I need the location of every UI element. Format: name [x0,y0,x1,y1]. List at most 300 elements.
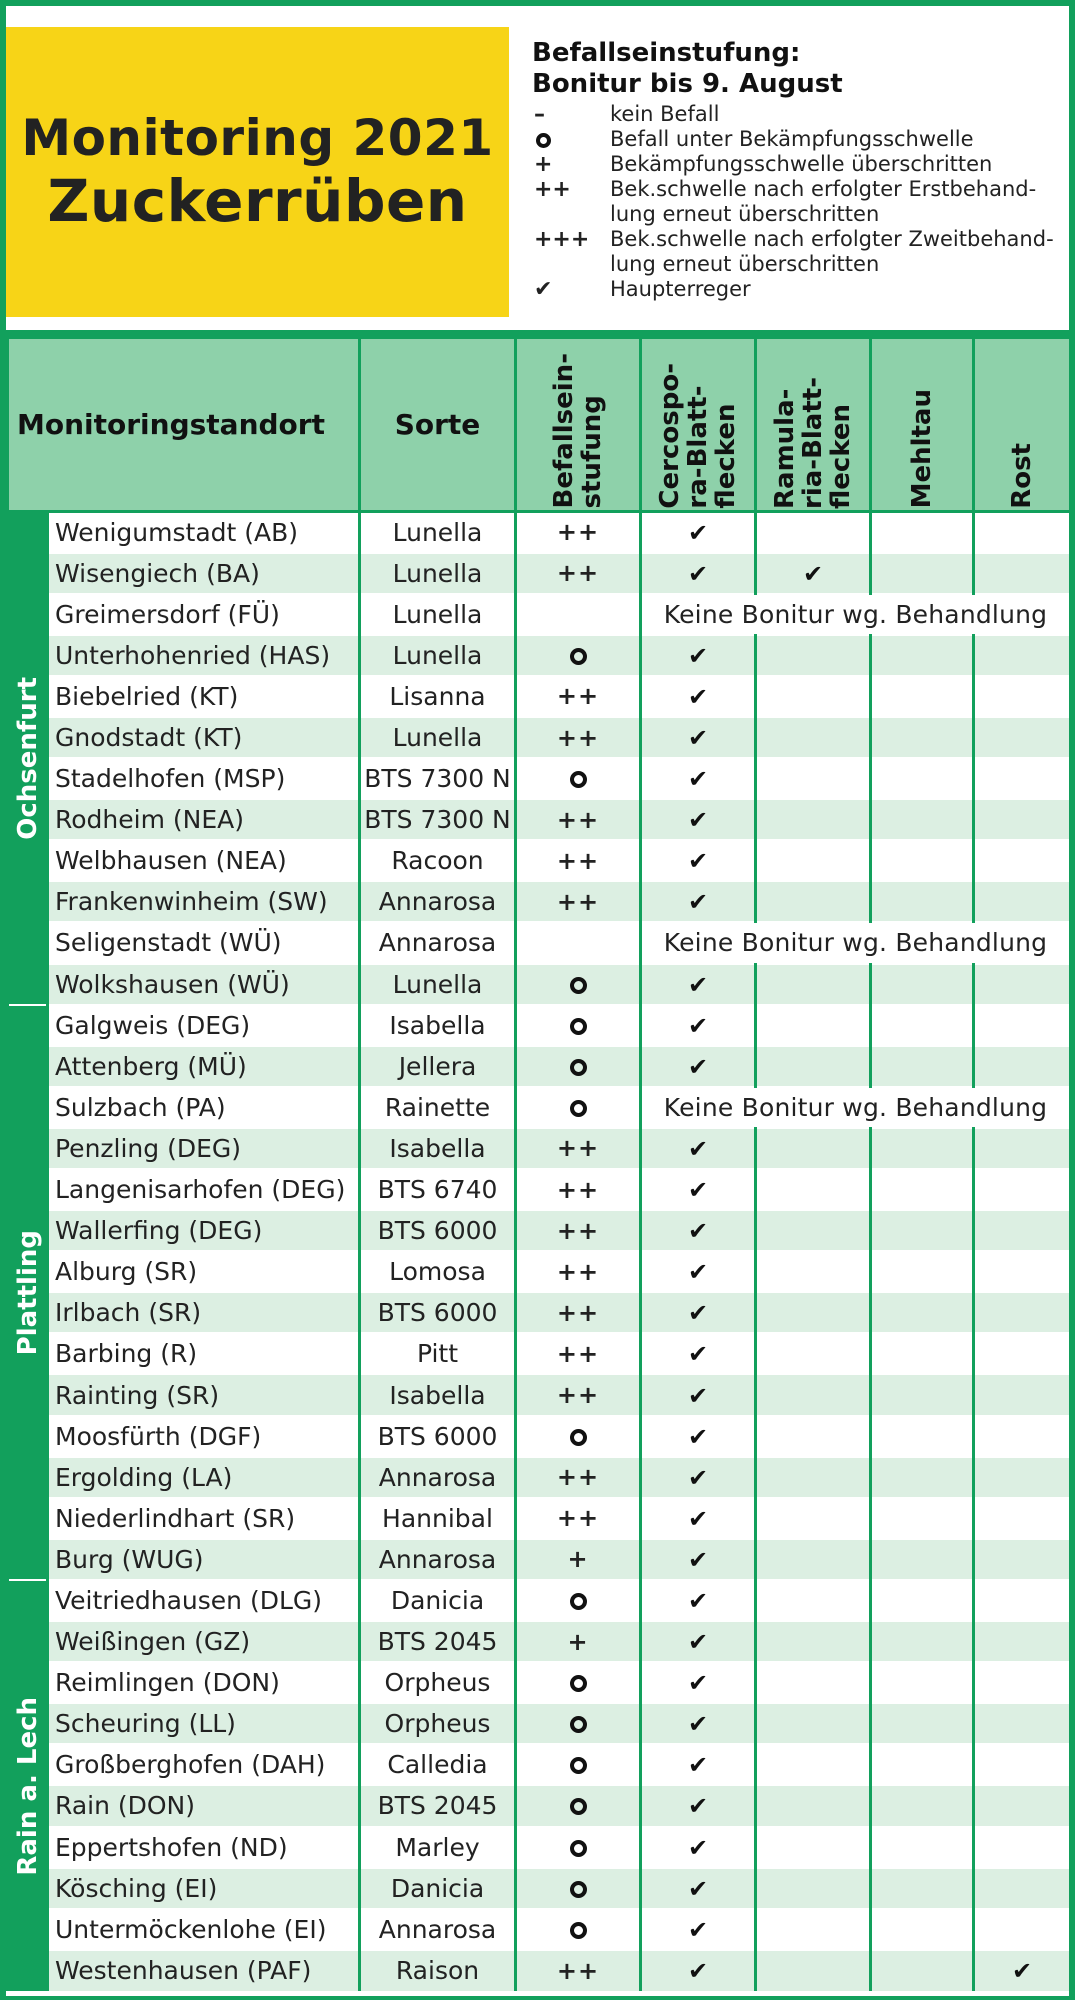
mehltau-cell [871,1210,974,1251]
table-row [8,1333,1071,1374]
site-cell: Langenisarhofen (DEG) [48,1169,360,1210]
header-cercospora-label: Cercospo- ra-Blatt- flecken [655,362,741,509]
table-row [8,1950,1071,1991]
rost-cell [974,1374,1071,1415]
infestation-cell [516,964,641,1005]
site-cell: Stadelhofen (MSP) [48,758,360,799]
infestation-cell: ++ [516,676,641,717]
cercospora-cell [641,1128,756,1169]
check-icon [688,566,708,582]
region-inner [9,513,46,1004]
table-row [8,1292,1071,1333]
mehltau-cell [871,1827,974,1868]
check-icon [688,1634,708,1650]
variety-cell: BTS 6000 [360,1210,516,1251]
region-cell [8,1005,48,1580]
site-cell: Rain (DON) [48,1785,360,1826]
table-row [8,881,1071,922]
infestation-cell: + [516,1621,641,1662]
circle-icon [570,1798,587,1815]
site-cell: Seligenstadt (WÜ) [48,922,360,963]
no-rating-note: Keine Bonitur wg. Behandlung [641,1087,1071,1128]
variety-cell: Calledia [360,1744,516,1785]
infestation-cell [516,1662,641,1703]
check-icon [688,1470,708,1486]
circle-icon [570,1881,587,1898]
infestation-cell [516,1785,641,1826]
check-icon [688,1141,708,1157]
legend-label: Haupterreger [610,277,751,301]
cercospora-cell [641,1539,756,1580]
infestation-cell: + [516,1539,641,1580]
table-row [8,1662,1071,1703]
site-cell: Wolkshausen (WÜ) [48,964,360,1005]
variety-cell: Jellera [360,1046,516,1087]
rost-cell [974,1580,1071,1621]
variety-cell: Lomosa [360,1251,516,1292]
cercospora-cell [641,1169,756,1210]
site-cell: Eppertshofen (ND) [48,1827,360,1868]
site-cell: Greimersdorf (FÜ) [48,594,360,635]
ramularia-cell [756,1005,871,1046]
check-icon [688,1305,708,1321]
infestation-cell: ++ [516,1169,641,1210]
table-row [8,1827,1071,1868]
site-cell: Biebelried (KT) [48,676,360,717]
no-rating-note: Keine Bonitur wg. Behandlung [641,922,1071,963]
check-icon [688,1264,708,1280]
cercospora-cell [641,964,756,1005]
mehltau-cell [871,1909,974,1950]
circle-icon [570,1018,587,1035]
infestation-cell: ++ [516,799,641,840]
infestation-cell: ++ [516,553,641,594]
circle-icon [536,133,551,148]
infestation-cell [516,1087,641,1128]
ramularia-cell [756,1785,871,1826]
table-row [8,1210,1071,1251]
variety-cell: Annarosa [360,1539,516,1580]
infestation-cell [516,1580,641,1621]
cercospora-cell [641,512,756,553]
cercospora-cell [641,1785,756,1826]
ramularia-cell [756,1827,871,1868]
rost-cell [974,881,1071,922]
variety-cell: Lunella [360,594,516,635]
legend-symbol: ++ [534,177,571,202]
cercospora-cell [641,1046,756,1087]
check-icon [688,1593,708,1609]
region-cell [8,1580,48,1991]
table-row [8,1785,1071,1826]
region-label: Rain a. Lech [12,1696,43,1876]
cercospora-cell [641,553,756,594]
infestation-cell: ++ [516,1210,641,1251]
infestation-cell: ++ [516,881,641,922]
cercospora-cell [641,635,756,676]
variety-cell: BTS 6000 [360,1292,516,1333]
title-line-2: Zuckerrüben [47,166,468,235]
table-row [8,717,1071,758]
mehltau-cell [871,1703,974,1744]
table-row [8,840,1071,881]
mehltau-cell [871,1128,974,1169]
rost-cell [974,1251,1071,1292]
rost-cell [974,717,1071,758]
mehltau-cell [871,1868,974,1909]
variety-cell: Annarosa [360,881,516,922]
site-cell: Galgweis (DEG) [48,1005,360,1046]
ramularia-cell [756,1169,871,1210]
table-row [8,1457,1071,1498]
table-row [8,553,1071,594]
mehltau-cell [871,1539,974,1580]
mehltau-cell [871,676,974,717]
ramularia-cell [756,1909,871,1950]
infestation-cell: ++ [516,1374,641,1415]
check-icon [688,894,708,910]
ramularia-cell [756,964,871,1005]
mehltau-cell [871,1580,974,1621]
legend-item [532,127,1054,152]
cercospora-cell [641,1703,756,1744]
rost-cell [974,1046,1071,1087]
site-cell: Sulzbach (PA) [48,1087,360,1128]
check-icon [688,1059,708,1075]
mehltau-cell [871,1333,974,1374]
rost-cell [974,799,1071,840]
title-box [6,27,509,317]
legend-symbol: ✔ [534,277,553,302]
mehltau-cell [871,1457,974,1498]
infestation-cell [516,594,641,635]
check-icon [688,1552,708,1568]
rost-cell [974,1457,1071,1498]
circle-icon [570,648,587,665]
ramularia-cell [756,676,871,717]
table-row [8,1539,1071,1580]
legend-symbol: +++ [534,227,590,252]
site-cell: Scheuring (LL) [48,1703,360,1744]
table-row [8,964,1071,1005]
mehltau-cell [871,758,974,799]
site-cell: Untermöckenlohe (EI) [48,1909,360,1950]
rost-cell [974,1703,1071,1744]
legend-item [532,152,1054,177]
site-cell: Unterhohenried (HAS) [48,635,360,676]
mehltau-cell [871,1950,974,1991]
region-label: Plattling [12,1229,43,1355]
check-icon [688,812,708,828]
rost-cell [974,1539,1071,1580]
legend-symbol: + [534,152,553,177]
ramularia-cell [756,1580,871,1621]
site-cell: Großberghofen (DAH) [48,1744,360,1785]
ramularia-cell [756,1621,871,1662]
table-row [8,1005,1071,1046]
variety-cell: Orpheus [360,1662,516,1703]
ramularia-cell [756,1868,871,1909]
check-icon [688,648,708,664]
variety-cell: BTS 7300 N [360,799,516,840]
legend-label: Bek.schwelle nach erfolgter Erstbehand- lung erneut überschritten [610,177,1037,226]
title-line-1: Monitoring 2021 [21,108,494,167]
site-cell: Wallerfing (DEG) [48,1210,360,1251]
rost-cell [974,1744,1071,1785]
table-row [8,1868,1071,1909]
variety-cell: Lunella [360,635,516,676]
check-icon [688,1675,708,1691]
ramularia-cell [756,758,871,799]
header-rost-label: Rost [1007,442,1037,509]
rost-cell [974,512,1071,553]
ramularia-cell [756,717,871,758]
rost-cell [974,1827,1071,1868]
rost-cell [974,964,1071,1005]
check-icon [688,1757,708,1773]
rost-cell [974,1128,1071,1169]
check-icon [688,689,708,705]
cercospora-cell [641,840,756,881]
variety-cell: Marley [360,1827,516,1868]
region-inner [9,1581,46,1991]
table-row [8,594,1071,635]
mehltau-cell [871,1374,974,1415]
cercospora-cell [641,881,756,922]
circle-icon [570,1716,587,1733]
ramularia-cell [756,1416,871,1457]
region-inner [9,1006,46,1579]
site-cell: Alburg (SR) [48,1251,360,1292]
check-icon [688,730,708,746]
circle-icon [570,1593,587,1610]
legend-label: kein Befall [610,102,720,126]
variety-cell: BTS 2045 [360,1621,516,1662]
site-cell: Niederlindhart (SR) [48,1498,360,1539]
variety-cell: BTS 6000 [360,1416,516,1457]
mehltau-cell [871,635,974,676]
mehltau-cell [871,553,974,594]
cercospora-cell [641,1333,756,1374]
variety-cell: BTS 7300 N [360,758,516,799]
variety-cell: Annarosa [360,1909,516,1950]
check-icon [688,525,708,541]
check-icon [803,566,823,582]
no-rating-note: Keine Bonitur wg. Behandlung [641,594,1071,635]
table-row [8,1416,1071,1457]
ramularia-cell [756,1744,871,1785]
check-icon [688,1182,708,1198]
ramularia-cell [756,1950,871,1991]
site-cell: Attenberg (MÜ) [48,1046,360,1087]
check-icon [688,1018,708,1034]
variety-cell: Lunella [360,717,516,758]
table-row [8,1909,1071,1950]
ramularia-cell [756,1333,871,1374]
rost-cell [974,1785,1071,1826]
mehltau-cell [871,1416,974,1457]
header-mehltau [871,338,974,512]
table-row [8,635,1071,676]
cercospora-cell [641,676,756,717]
circle-icon [570,1757,587,1774]
table-row [8,1374,1071,1415]
ramularia-cell [756,1210,871,1251]
site-cell: Barbing (R) [48,1333,360,1374]
site-cell: Rodheim (NEA) [48,799,360,840]
circle-icon [570,1922,587,1939]
region-cell [8,512,48,1005]
header-infestation-label: Befallsein- stufung [549,353,607,509]
infestation-cell: ++ [516,1457,641,1498]
site-cell: Frankenwinheim (SW) [48,881,360,922]
variety-cell: Annarosa [360,1457,516,1498]
variety-cell: Racoon [360,840,516,881]
table-header-row [8,338,1071,512]
infestation-cell [516,1744,641,1785]
check-icon [688,1798,708,1814]
infestation-cell [516,635,641,676]
rost-cell [974,1868,1071,1909]
mehltau-cell [871,840,974,881]
rost-cell [974,1662,1071,1703]
ramularia-cell [756,1539,871,1580]
rost-cell [974,1498,1071,1539]
header-ramularia-label: Ramula- ria-Blatt- flecken [770,376,856,509]
site-cell: Irlbach (SR) [48,1292,360,1333]
infestation-cell [516,1046,641,1087]
rost-cell [974,1621,1071,1662]
table-row [8,1498,1071,1539]
monitoring-table [6,336,1072,1991]
rost-cell [974,553,1071,594]
cercospora-cell [641,717,756,758]
infestation-cell: ++ [516,1333,641,1374]
table-row [8,1169,1071,1210]
check-icon [688,1840,708,1856]
infestation-cell: ++ [516,717,641,758]
table-row [8,1251,1071,1292]
check-icon [688,1511,708,1527]
variety-cell: Hannibal [360,1498,516,1539]
ramularia-cell [756,1457,871,1498]
infestation-cell [516,1416,641,1457]
rost-cell [974,758,1071,799]
mehltau-cell [871,1785,974,1826]
table-row [8,1087,1071,1128]
mehltau-cell [871,512,974,553]
ramularia-cell [756,553,871,594]
mehltau-cell [871,881,974,922]
cercospora-cell [641,1005,756,1046]
check-icon [688,1963,708,1979]
header-cercospora [641,338,756,512]
variety-cell: Lunella [360,553,516,594]
infestation-cell: ++ [516,1950,641,1991]
site-cell: Westenhausen (PAF) [48,1950,360,1991]
mehltau-cell [871,964,974,1005]
ramularia-cell [756,1128,871,1169]
table-row [8,758,1071,799]
header-variety: Sorte [360,338,516,512]
variety-cell: Annarosa [360,922,516,963]
variety-cell: Danicia [360,1868,516,1909]
variety-cell: BTS 6740 [360,1169,516,1210]
rost-cell [974,840,1071,881]
infestation-cell: ++ [516,1498,641,1539]
table-row [8,1046,1071,1087]
site-cell: Weißingen (GZ) [48,1621,360,1662]
cercospora-cell [641,1416,756,1457]
infestation-cell: ++ [516,840,641,881]
check-icon [688,1716,708,1732]
circle-icon [570,771,587,788]
infestation-cell [516,1703,641,1744]
cercospora-cell [641,1950,756,1991]
infestation-cell: ++ [516,512,641,553]
legend-item [532,177,1054,227]
variety-cell: Orpheus [360,1703,516,1744]
site-cell: Ergolding (LA) [48,1457,360,1498]
cercospora-cell [641,1457,756,1498]
mehltau-cell [871,1744,974,1785]
cercospora-cell [641,1827,756,1868]
region-label: Ochsenfurt [12,676,43,840]
ramularia-cell [756,1046,871,1087]
ramularia-cell [756,840,871,881]
infestation-cell [516,1005,641,1046]
rost-cell [974,1416,1071,1457]
site-cell: Reimlingen (DON) [48,1662,360,1703]
check-icon [688,1388,708,1404]
legend-label: Befall unter Bekämpfungsschwelle [610,127,974,151]
mehltau-cell [871,1621,974,1662]
variety-cell: Isabella [360,1005,516,1046]
legend-symbol: – [534,102,545,127]
legend-heading-2: Bonitur bis 9. August [532,69,843,99]
variety-cell: Rainette [360,1087,516,1128]
variety-cell: Isabella [360,1374,516,1415]
header-ramularia [756,338,871,512]
mehltau-cell [871,1498,974,1539]
rost-cell [974,1210,1071,1251]
cercospora-cell [641,1251,756,1292]
infestation-cell [516,1909,641,1950]
infestation-cell [516,1827,641,1868]
mehltau-cell [871,1169,974,1210]
check-icon [688,1881,708,1897]
ramularia-cell [756,1251,871,1292]
rost-cell [974,1950,1071,1991]
rost-cell [974,1909,1071,1950]
legend [532,38,1062,302]
ramularia-cell [756,512,871,553]
rost-cell [974,635,1071,676]
ramularia-cell [756,1292,871,1333]
ramularia-cell [756,881,871,922]
variety-cell: Lisanna [360,676,516,717]
site-cell: Kösching (EI) [48,1868,360,1909]
cercospora-cell [641,1621,756,1662]
cercospora-cell [641,1374,756,1415]
variety-cell: BTS 2045 [360,1785,516,1826]
check-icon [688,977,708,993]
infestation-cell: ++ [516,1292,641,1333]
rost-cell [974,1333,1071,1374]
table-row [8,676,1071,717]
variety-cell: Raison [360,1950,516,1991]
rost-cell [974,1292,1071,1333]
